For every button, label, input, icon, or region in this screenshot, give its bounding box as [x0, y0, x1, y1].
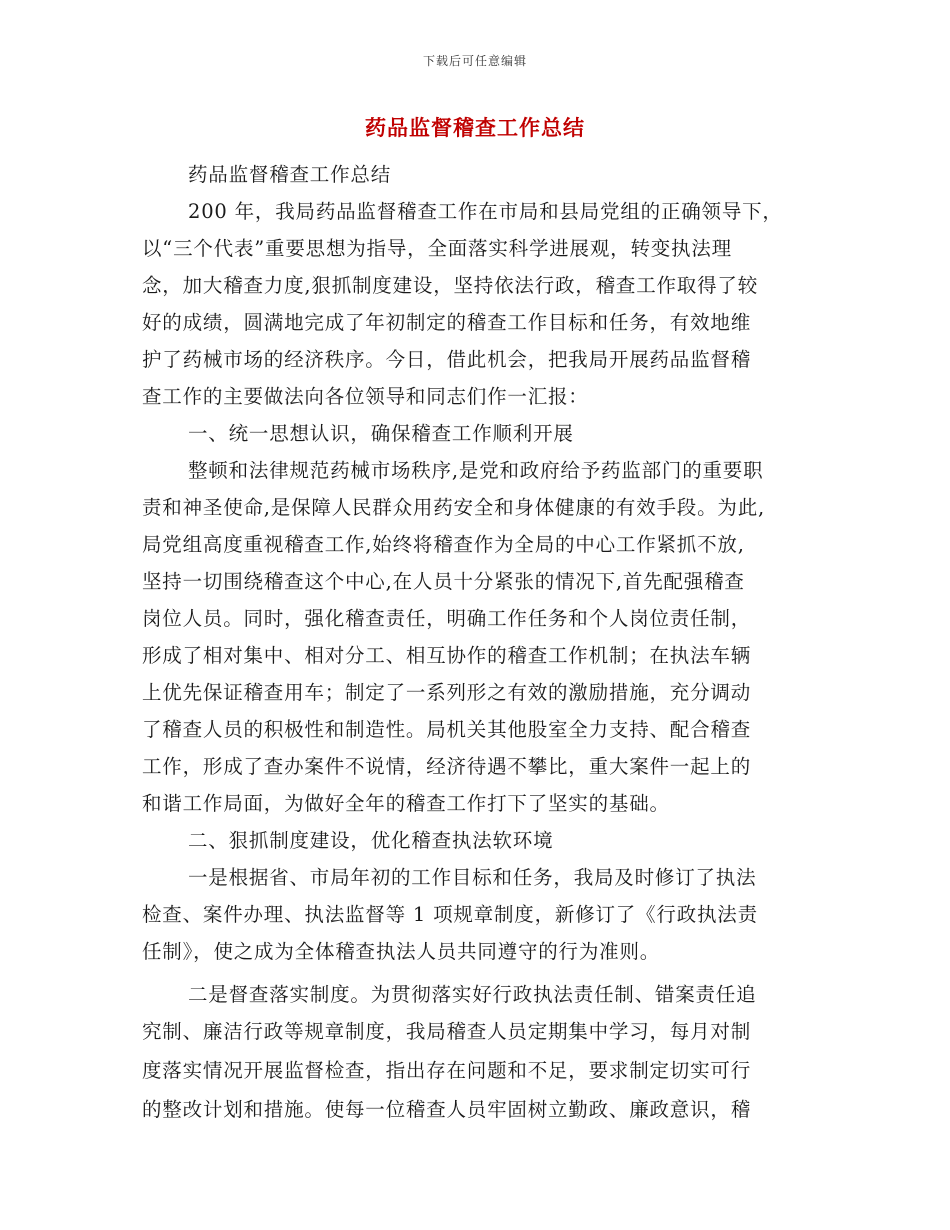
body-line: 工作，形成了查办案件不说情，经济待遇不攀比，重大案件一起上的: [142, 755, 752, 778]
body-line: 一是根据省、市局年初的工作目标和任务，我局及时修订了执法: [188, 866, 757, 889]
body-line: 200 年，我局药品监督稽查工作在市局和县局党组的正确领导下，: [188, 200, 783, 223]
body-line: 形成了相对集中、相对分工、相互协作的稽查工作机制；在执法车辆: [142, 644, 752, 667]
body-line: 局党组高度重视稽查工作,始终将稽查作为全局的中心工作紧抓不放,: [142, 533, 745, 556]
section-heading: 一、统一思想认识，确保稽查工作顺利开展: [188, 422, 574, 445]
body-line: 上优先保证稽查用车；制定了一系列形之有效的激励措施，充分调动: [142, 681, 752, 704]
body-line: 岗位人员。同时，强化稽查责任，明确工作任务和个人岗位责任制，: [142, 607, 752, 630]
document-title: 药品监督稽查工作总结: [365, 115, 585, 140]
body-line: 好的成绩，圆满地完成了年初制定的稽查工作目标和任务，有效地维: [142, 311, 752, 334]
body-line: 二是督查落实制度。为贯彻落实好行政执法责任制、错案责任追: [188, 983, 757, 1006]
body-line: 整顿和法律规范药械市场秩序,是党和政府给予药监部门的重要职: [188, 459, 764, 482]
body-line: 护了药械市场的经济秩序。今日，借此机会，把我局开展药品监督稽: [142, 348, 752, 371]
body-line: 查工作的主要做法向各位领导和同志们作一汇报：: [142, 385, 589, 408]
body-line: 坚持一切围绕稽查这个中心,在人员十分紧张的情况下,首先配强稽查: [142, 570, 745, 593]
section-heading: 二、狠抓制度建设，优化稽查执法软环境: [188, 829, 554, 852]
body-line: 度落实情况开展监督检查，指出存在问题和不足，要求制定切实可行: [142, 1059, 752, 1082]
body-line: 究制、廉洁行政等规章制度，我局稽查人员定期集中学习，每月对制: [142, 1020, 752, 1043]
body-line: 检查、案件办理、执法监督等 1 项规章制度，新修订了《行政执法责: [142, 903, 758, 926]
body-line: 的整改计划和措施。使每一位稽查人员牢固树立勤政、廉政意识，稽: [142, 1098, 752, 1121]
body-line: 了稽查人员的积极性和制造性。局机关其他股室全力支持、配合稽查: [142, 718, 752, 741]
body-line: 药品监督稽查工作总结: [188, 163, 392, 186]
body-line: 任制》，使之成为全体稽查执法人员共同遵守的行为准则。: [142, 940, 661, 963]
header-note: 下载后可任意编辑: [422, 54, 527, 68]
body-line: 和谐工作局面，为做好全年的稽查工作打下了坚实的基础。: [142, 792, 670, 815]
body-line: 责和神圣使命,是保障人民群众用药安全和身体健康的有效手段。为此,: [142, 496, 765, 519]
body-line: 念，加大稽查力度,狠抓制度建设，坚持依法行政，稽查工作取得了较: [142, 274, 758, 297]
document-body: [0, 156, 950, 1128]
body-line: 以“三个代表”重要思想为指导，全面落实科学进展观，转变执法理: [142, 237, 732, 260]
